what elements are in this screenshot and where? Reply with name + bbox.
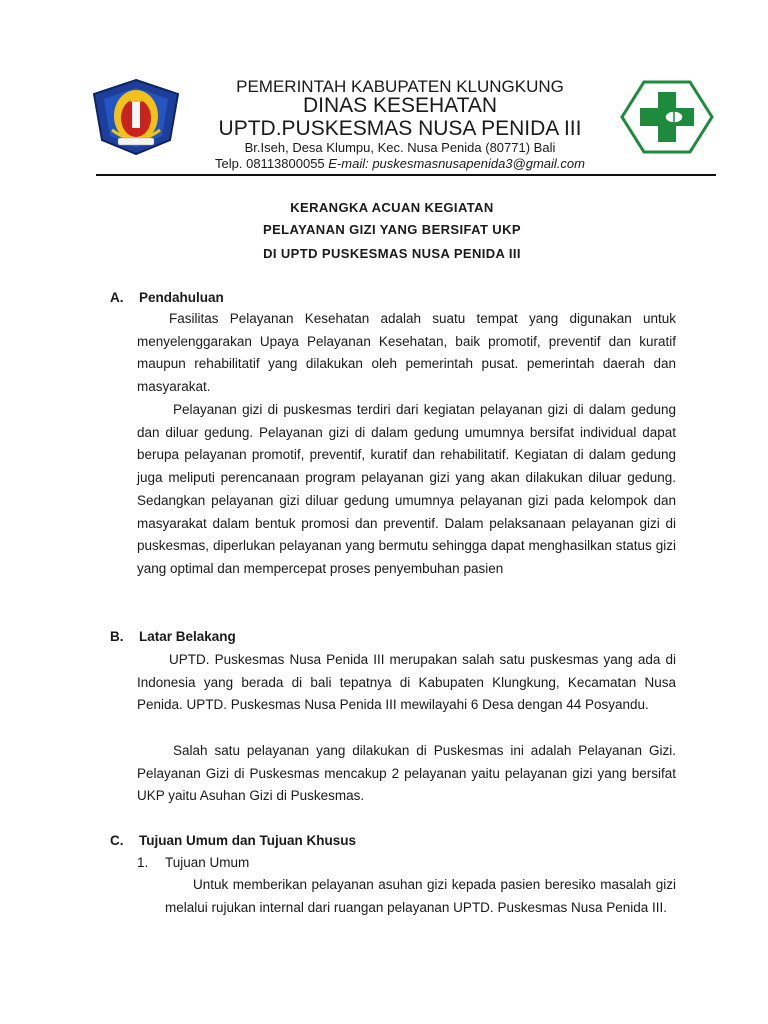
- section-b-paragraph-2: Salah satu pelayanan yang dilakukan di Puskesmas ini adalah Pelayanan Gizi. Pelayanan Gizi di Puskesmas mencakup 2 pelayanan yaitu pelayanan gizi yang bersifat UKP yaitu Asuhan Gizi di Puskesmas.: [137, 743, 676, 804]
- address-line: Br.Iseh, Desa Klumpu, Kec. Nusa Penida (80771) Bali: [244, 140, 556, 155]
- letterhead-divider: [96, 174, 716, 176]
- phone-text: Telp. 08113800055: [215, 156, 329, 171]
- subsection-title: Tujuan Umum: [165, 855, 250, 870]
- section-a-paragraph-2: Pelayanan gizi di puskesmas terdiri dari kegiatan pelayanan gizi di dalam gedung dan diluar gedung. Pelayanan gizi di dalam gedung umumnya bersifat individual dapat berupa pelayanan promotif, preventif, kuratif dan rehabilitatif. Kegiatan di dalam gedung juga meliputi perencanaan program pelayanan gizi yang akan dilakukan diluar gedung. Sedangkan pelayanan gizi diluar gedung umumnya pelayanan gizi pada kelompok dan masyarakat dalam bentuk promosi dan preventif. Dalam pelaksanaan pelayanan gizi di puskesmas, diperlukan pelayanan yang bermutu sehingga dapat menghasilkan status gizi yang optimal dan mempercepat proses penyembuhan pasien: [137, 402, 676, 576]
- email-text: E-mail: puskesmasnusapenida3@gmail.com: [328, 156, 585, 171]
- section-letter: A.: [110, 290, 124, 305]
- government-name: PEMERINTAH KABUPATEN KLUNGKUNG: [236, 77, 564, 96]
- section-b-paragraph-1: UPTD. Puskesmas Nusa Penida III merupakan salah satu puskesmas yang ada di Indonesia yang berada di bali tepatnya di Kabupaten Klungkung, Kecamatan Nusa Penida. UPTD. Puskesmas Nusa Penida III mewilayahi 6 Desa dengan 44 Posyandu.: [137, 652, 676, 713]
- section-title: Latar Belakang: [139, 629, 236, 644]
- section-title: Pendahuluan: [139, 290, 224, 305]
- document-title: KERANGKA ACUAN KEGIATAN: [290, 200, 494, 215]
- section-letter: B.: [110, 629, 124, 644]
- unit-name: UPTD.PUSKESMAS NUSA PENIDA III: [218, 117, 582, 140]
- subsection-number: 1.: [137, 855, 149, 870]
- section-letter: C.: [110, 833, 124, 848]
- section-a-heading: [110, 290, 224, 305]
- contact-line: [170, 156, 630, 171]
- agency-name: DINAS KESEHATAN: [302, 94, 498, 117]
- puskesmas-logo: [620, 80, 714, 154]
- regency-emblem-logo: [90, 78, 182, 156]
- section-c-heading: [110, 833, 356, 848]
- section-b-heading: [110, 629, 236, 644]
- subsection-1-paragraph: Untuk memberikan pelayanan asuhan gizi kepada pasien beresiko masalah gizi melalui rujukan internal dari ruangan pelayanan UPTD. Puskesmas Nusa Penida III.: [165, 877, 676, 915]
- section-a-paragraph-1: Fasilitas Pelayanan Kesehatan adalah suatu tempat yang digunakan untuk menyelenggarakan Upaya Pelayanan Kesehatan, baik promotif, preventif dan kuratif maupun rehabilitatif yang dilakukan oleh pemerintah pusat. pemerintah daerah dan masyarakat.: [137, 311, 676, 395]
- section-title: Tujuan Umum dan Tujuan Khusus: [139, 833, 356, 848]
- document-location: DI UPTD PUSKESMAS NUSA PENIDA III: [263, 246, 521, 261]
- subsection-1-heading: [137, 855, 249, 870]
- document-subtitle: PELAYANAN GIZI YANG BERSIFAT UKP: [263, 222, 521, 237]
